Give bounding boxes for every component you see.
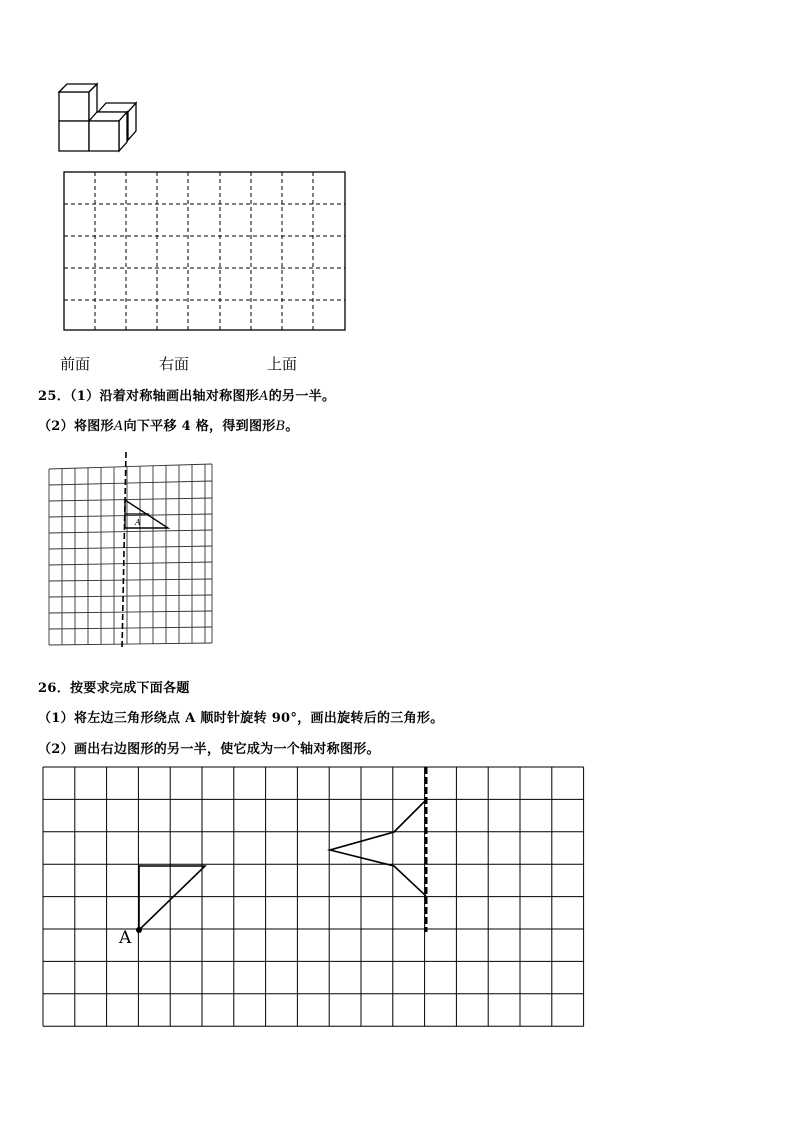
view-label-front: 前面 bbox=[60, 355, 91, 373]
q26-part2: （2）画出右边图形的另一半，使它成为一个轴对称图形。 bbox=[38, 742, 380, 757]
q25-figure-a-label: A bbox=[135, 518, 141, 527]
q25-number: 25． bbox=[38, 389, 70, 404]
q26-point-a-label: A bbox=[119, 928, 132, 948]
q26-part1: （1）将左边三角形绕点 A 顺时针旋转 90°，画出旋转后的三角形。 bbox=[38, 711, 444, 726]
q26-left-triangle bbox=[139, 866, 205, 930]
q26-right-half-figure bbox=[330, 800, 426, 896]
q26-title: 26．按要求完成下面各题 bbox=[38, 681, 190, 696]
view-label-right: 右面 bbox=[159, 355, 190, 373]
q25-part2: （2）将图形A向下平移 4 格，得到图形B。 bbox=[38, 419, 299, 434]
q26-grid[interactable] bbox=[42, 766, 587, 1031]
view-label-top: 上面 bbox=[267, 355, 298, 373]
q25-symmetry-axis bbox=[122, 452, 126, 650]
cube-stack-figure bbox=[50, 78, 150, 158]
view-drawing-grid[interactable] bbox=[63, 171, 346, 331]
q26-point-a bbox=[136, 927, 142, 933]
q25-grid[interactable] bbox=[46, 450, 216, 650]
q25-part1: 25．（1）沿着对称轴画出轴对称图形A的另一半。 bbox=[38, 389, 336, 404]
